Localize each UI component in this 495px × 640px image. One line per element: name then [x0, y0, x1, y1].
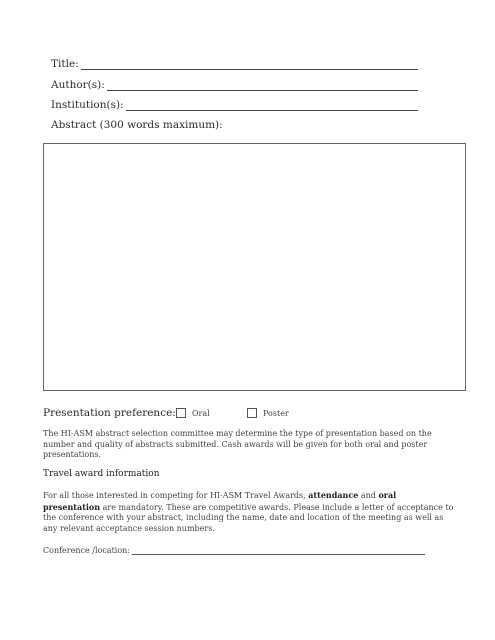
presentation-preference-label: Presentation preference:: [43, 407, 176, 419]
poster-option[interactable]: [247, 406, 289, 420]
abstract-label: Abstract (300 words maximum):: [51, 119, 223, 131]
title-input-line[interactable]: [81, 60, 418, 70]
travel-bold-oral-presentation: oral presentation: [43, 490, 397, 512]
authors-input-line[interactable]: [107, 81, 418, 91]
oral-option[interactable]: [176, 406, 210, 420]
institution-input-line[interactable]: [126, 101, 418, 111]
institution-field[interactable]: [51, 99, 418, 111]
oral-checkbox[interactable]: [176, 408, 186, 418]
title-label: Title:: [51, 58, 79, 70]
travel-text-1: For all those interested in competing for HI-ASM Travel Awards,: [43, 491, 309, 500]
abstract-text-box[interactable]: [43, 143, 466, 391]
authors-field[interactable]: [51, 79, 418, 91]
conference-location-field[interactable]: [43, 546, 425, 555]
oral-option-label: Oral: [192, 408, 210, 418]
travel-award-paragraph: [43, 490, 455, 534]
poster-checkbox[interactable]: [247, 408, 257, 418]
travel-bold-attendance: attendance: [308, 490, 359, 500]
authors-label: Author(s):: [51, 79, 105, 91]
conference-location-label: Conference /location:: [43, 546, 131, 555]
travel-award-heading: Travel award information: [43, 469, 160, 479]
title-field[interactable]: [51, 58, 418, 70]
travel-text-3: are mandatory. These are competitive awards. Please include a letter of acceptance to the conference with your abstract, including the name, date and location of the meeting as well as any relevant acceptance session numbers.: [43, 502, 454, 533]
poster-option-label: Poster: [263, 408, 289, 418]
travel-text-2: and: [358, 491, 379, 500]
selection-note: The HI-ASM abstract selection committee may determine the type of presentation based on the number and quality of abstracts submitted. Cash awards will be given for both oral and poster presentations.: [43, 429, 432, 459]
institution-label: Institution(s):: [51, 99, 124, 111]
conference-location-input-line[interactable]: [132, 546, 425, 555]
